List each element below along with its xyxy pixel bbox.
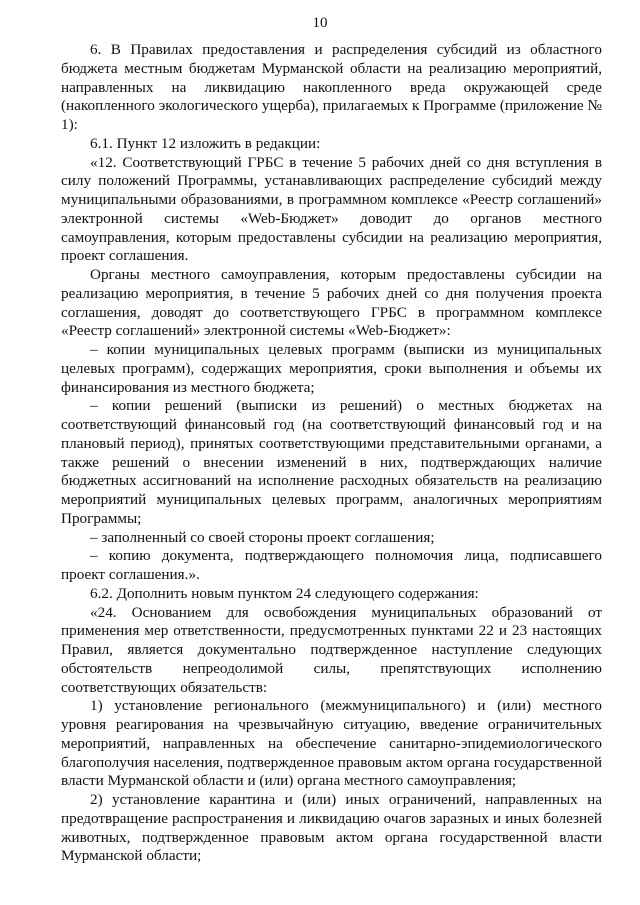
document-body xyxy=(61,41,602,866)
list-item-program-copies: – копии муниципальных целевых программ (выписки из муниципальных целевых программ), содержащих мероприятия, сроки выполнения и объемы их финансирования из местного бюджета; xyxy=(61,341,602,396)
list-item-emergency-response: 1) установление регионального (межмуниципального) и (или) местного уровня реагирования на чрезвычайную ситуацию, введение ограничительных мероприятий, направленных на обеспечение санитарно-эпидемиологического благополучия населения, подтвержденное правовым актом органа государственной власти Мурманской области и (или) органа местного самоуправления; xyxy=(61,697,602,790)
paragraph-clause-24: «24. Основанием для освобождения муниципальных образований от применения мер ответственности, предусмотренных пунктами 22 и 23 настоящих Правил, является документально подтвержденное наступление следующих обстоятельств непреодолимой силы, препятствующих исполнению соответствующих обязательств: xyxy=(61,603,602,696)
list-item-quarantine: 2) установление карантина и (или) иных ограничений, направленных на предотвращение распространения и ликвидацию очагов заразных и иных болезней животных, подтвержденное правовым актом органа государственной власти Мурманской области; xyxy=(61,791,602,865)
list-item-draft-agreement: – заполненный со своей стороны проект соглашения; xyxy=(90,528,435,546)
list-item-authority-document: – копию документа, подтверждающего полномочия лица, подписавшего проект соглашения.». xyxy=(61,547,602,583)
paragraph-6-intro: 6. В Правилах предоставления и распределения субсидий из областного бюджета местным бюджетам Мурманской области на реализацию мероприятий, направленных на ликвидацию накопленного вреда окружающей среде (накопленного экологического ущерба), прилагаемых к Программе (приложение № 1): xyxy=(61,41,602,133)
paragraph-6-2-heading: 6.2. Дополнить новым пунктом 24 следующего содержания: xyxy=(90,584,479,602)
list-item-budget-decisions: – копии решений (выписки из решений) о местных бюджетах на соответствующий финансовый год (на соответствующий финансовый год и на плановый период), принятых соответствующими представительными органами, а также решений о внесении изменений в них, подтверждающих наличие бюджетных ассигнований на исполнение расходных обязательств на реализацию мероприятий муниципальных целевых программ, аналогичных мероприятиям Программы; xyxy=(61,397,602,527)
paragraph-6-1-heading: 6.1. Пункт 12 изложить в редакции: xyxy=(90,134,321,152)
paragraph-clause-12: «12. Соответствующий ГРБС в течение 5 рабочих дней со дня вступления в силу положений Программы, устанавливающих распределение субсидий между муниципальными образованиями, в программном комплексе «Реестр соглашений» электронной системы «Web-Бюджет» доводит до органов местного самоуправления, которым предоставлены субсидии на реализацию мероприятия, проект соглашения. xyxy=(61,153,602,265)
page-number: 10 xyxy=(312,15,328,31)
paragraph-local-authorities: Органы местного самоуправления, которым предоставлены субсидии на реализацию мероприятия, в течение 5 рабочих дней со дня получения проекта соглашения, доводят до соответствующего ГРБС в программном комплексе «Реестр соглашений» электронной системы «Web-Бюджет»: xyxy=(61,266,602,340)
